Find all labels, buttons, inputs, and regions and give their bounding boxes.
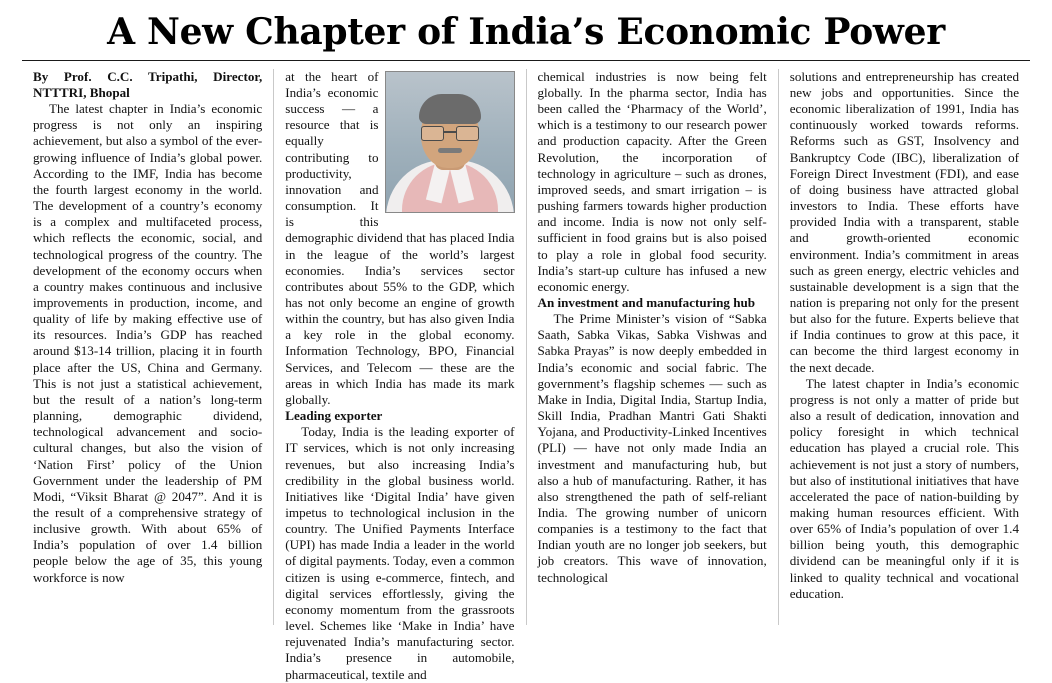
paragraph: The latest chapter in India’s economic progress is not only a matter of pride but also a result of dedication, innovation and policy foresight in which technical education has played a crucial role. This achievement is not just a story of numbers, but also of institutional initiatives that have accelerated the pace of nation-building by making human resources efficient. With over 65% of India’s population of over 1.4 billion being youth, this demographic dividend can be meaningful only if it is linked to quality technical and vocational education. xyxy=(789,375,1019,601)
column-3 xyxy=(526,69,778,625)
article-columns xyxy=(22,68,1030,682)
paragraph: solutions and entrepreneurship has created new jobs and opportunities. Since the economic liberalization of 1991, India has continuously worked towards reforms. Reforms such as GST, Insolvency and Bankruptcy Code (IBC), liberalization of Foreign Direct Investment (FDI), and ease of doing business have attracted global investors to India. These efforts have provided India with a transparent, stable and growth-oriented economic environment. India’s commitment in areas such as green energy, electric vehicles and sustainable development is a sign that the nation is preparing not only for the present but also for the future. Experts believe that if India continues to grow at this pace, it can become the third largest economy in the next decade. xyxy=(789,68,1019,375)
author-photo xyxy=(385,71,515,213)
glasses-icon xyxy=(421,126,479,140)
column-1 xyxy=(22,69,273,625)
paragraph: Today, India is the leading exporter of IT services, which is not only increasing revenues, but also increasing India’s credibility in the global business world. Initiatives like ‘Digital India’ have given impetus to technological inclusion in the country. The Unified Payments Interface (UPI) has made India a leader in the world of digital payments. Today, even a common citizen is using e-commerce, fintech, and digital services effortlessly, giving the economy momentum from the grassroots level. Schemes like ‘Make in India’ have rejuvenated India’s manufacturing sector. India’s presence in automobile, pharmaceutical, textile and xyxy=(285,424,515,682)
photo-glasses-bridge xyxy=(444,131,456,133)
page-title: A New Chapter of India’s Economic Power xyxy=(107,11,945,53)
header-divider xyxy=(22,60,1030,61)
paragraph: The latest chapter in India’s economic progress is not only an inspiring achievement, but also a symbol of the ever-growing influence of India’s global power. According to the IMF, India has become the fourth largest economy in the world. The development of a country’s economy is a complex and multifaceted process, which reflects the economic, social, and technological progress of the country. The development of the economy occurs when a country makes continuous and inclusive improvements in production, income, and quality of life by making effective use of its resources. India’s GDP has reached around $13-14 trillion, placing it in fourth place after the US, China and Germany. This is not just a statistical achievement, but the result of a nation’s long-term planning, demographic dividend, technological advancement and socio-cultural changes, but also the vision of ‘Nation First’ policy of the Union Government under the leadership of PM Modi, “Viksit Bharat @ 2047”. And it is the result of a comprehensive strategy of inclusive growth. With about 65% of India’s population of over 1.4 billion people below the age of 35, this young workforce is now xyxy=(33,101,263,585)
paragraph: The Prime Minister’s vision of “Sabka Saath, Sabka Vikas, Sabka Vishwas and Sabka Prayas” is now deeply embedded in India’s economic and social fabric. The government’s flagship schemes — such as Make in India, Digital India, Startup India, Skill India, Pradhan Mantri Gati Shakti Yojana, and Productivity-Linked Incentives (PLI) — have not only made India an investment and manufacturing hub, but also a hub of manufacturing. Rather, it has also strengthened the path of self-reliant India. The growing number of unicorn companies is a testimony to the fact that Indian youth are no longer job seekers, but job creators. This wave of innovation, technological xyxy=(537,311,767,585)
column-2 xyxy=(273,68,525,682)
subhead-investment-hub: An investment and manufacturing hub xyxy=(537,294,756,310)
paragraph: at the heart of India’s economic success — a resource that is equally contributing to productivity, innovation and consumption. It is this demographic dividend that has placed India in the league of the world’s largest economies. India’s services sector contributes about 55% to the GDP, which has not only become an engine of growth within the country, but has also given India a key role in the global economy. Information Technology, BPO, Financial Services, and Telecom — these are the areas in which India has made its mark globally. xyxy=(285,68,515,407)
photo-hair xyxy=(419,94,481,124)
subhead-leading-exporter: Leading exporter xyxy=(285,408,383,424)
paragraph: chemical industries is now being felt globally. In the pharma sector, India has been called the ‘Pharmacy of the World’, which is a testimony to our research power and production capacity. After the Green Revolution, the incorporation of technology in agriculture – such as drones, improved seeds, and smart irrigation – is pushing farmers towards higher production and income. India is now not only self-sufficient in food grains but is also poised to play a role in global food security. India’s start-up culture has infused a new economic energy. xyxy=(537,68,767,294)
column-4 xyxy=(778,69,1030,625)
photo-moustache xyxy=(438,148,462,153)
byline: By Prof. C.C. Tripathi, Director, NTTTRI, Bhopal xyxy=(33,68,263,100)
